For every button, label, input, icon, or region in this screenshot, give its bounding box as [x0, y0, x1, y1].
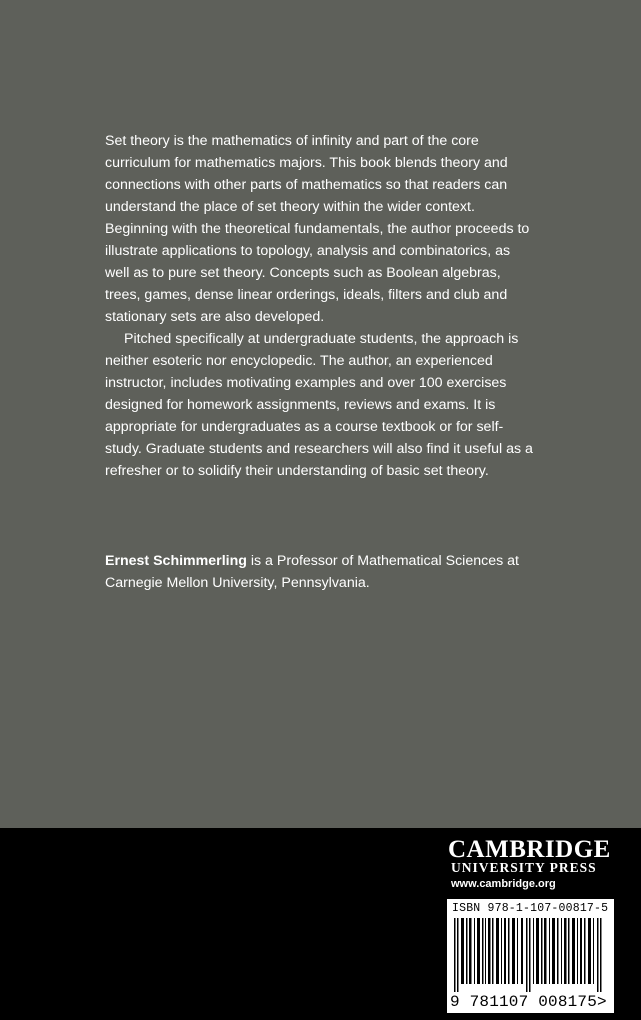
barcode-digits — [450, 993, 607, 1011]
publisher-logo-name: CAMBRIDGE — [448, 836, 611, 863]
publisher-logo-subtitle: UNIVERSITY PRESS — [451, 860, 597, 875]
description-paragraph-2: Pitched specifically at undergraduate students, the approach is neither esoteric nor encyclopedic. The author, an experienced instructor, includes motivating examples and over 100 exercises designed for homework assignments, reviews and exams. It is appropriate for undergraduates as a course textbook or for self-study. Graduate students and researchers will also find it useful as a refresher or to solidify their understanding of basic set theory. — [105, 331, 533, 479]
barcode-number: 9 781107 008175 — [450, 993, 598, 1011]
isbn-label: ISBN 978-1-107-00817-5 — [452, 902, 609, 915]
description-paragraph-1: Set theory is the mathematics of infinity and part of the core curriculum for mathematics majors. This book blends theory and connections with other parts of mathematics so that readers can understand the place of set theory within the wider context. Beginning with the theoretical fundamentals, the author proceeds to illustrate applications to topology, analysis and combinatorics, as well as to pure set theory. Concepts such as Boolean algebras, trees, games, dense linear orderings, ideals, filters and club and stationary sets are also developed. — [105, 133, 530, 325]
book-description — [105, 130, 535, 482]
barcode-image — [452, 918, 608, 992]
author-name: Ernest Schimmerling — [105, 553, 247, 569]
barcode-trailer: > — [597, 993, 607, 1011]
author-bio — [105, 550, 535, 594]
publisher-url: www.cambridge.org — [451, 878, 556, 890]
author-bio-text: is a Professor of Mathematical Sciences at Carnegie Mellon University, Pennsylvania. — [105, 553, 519, 591]
